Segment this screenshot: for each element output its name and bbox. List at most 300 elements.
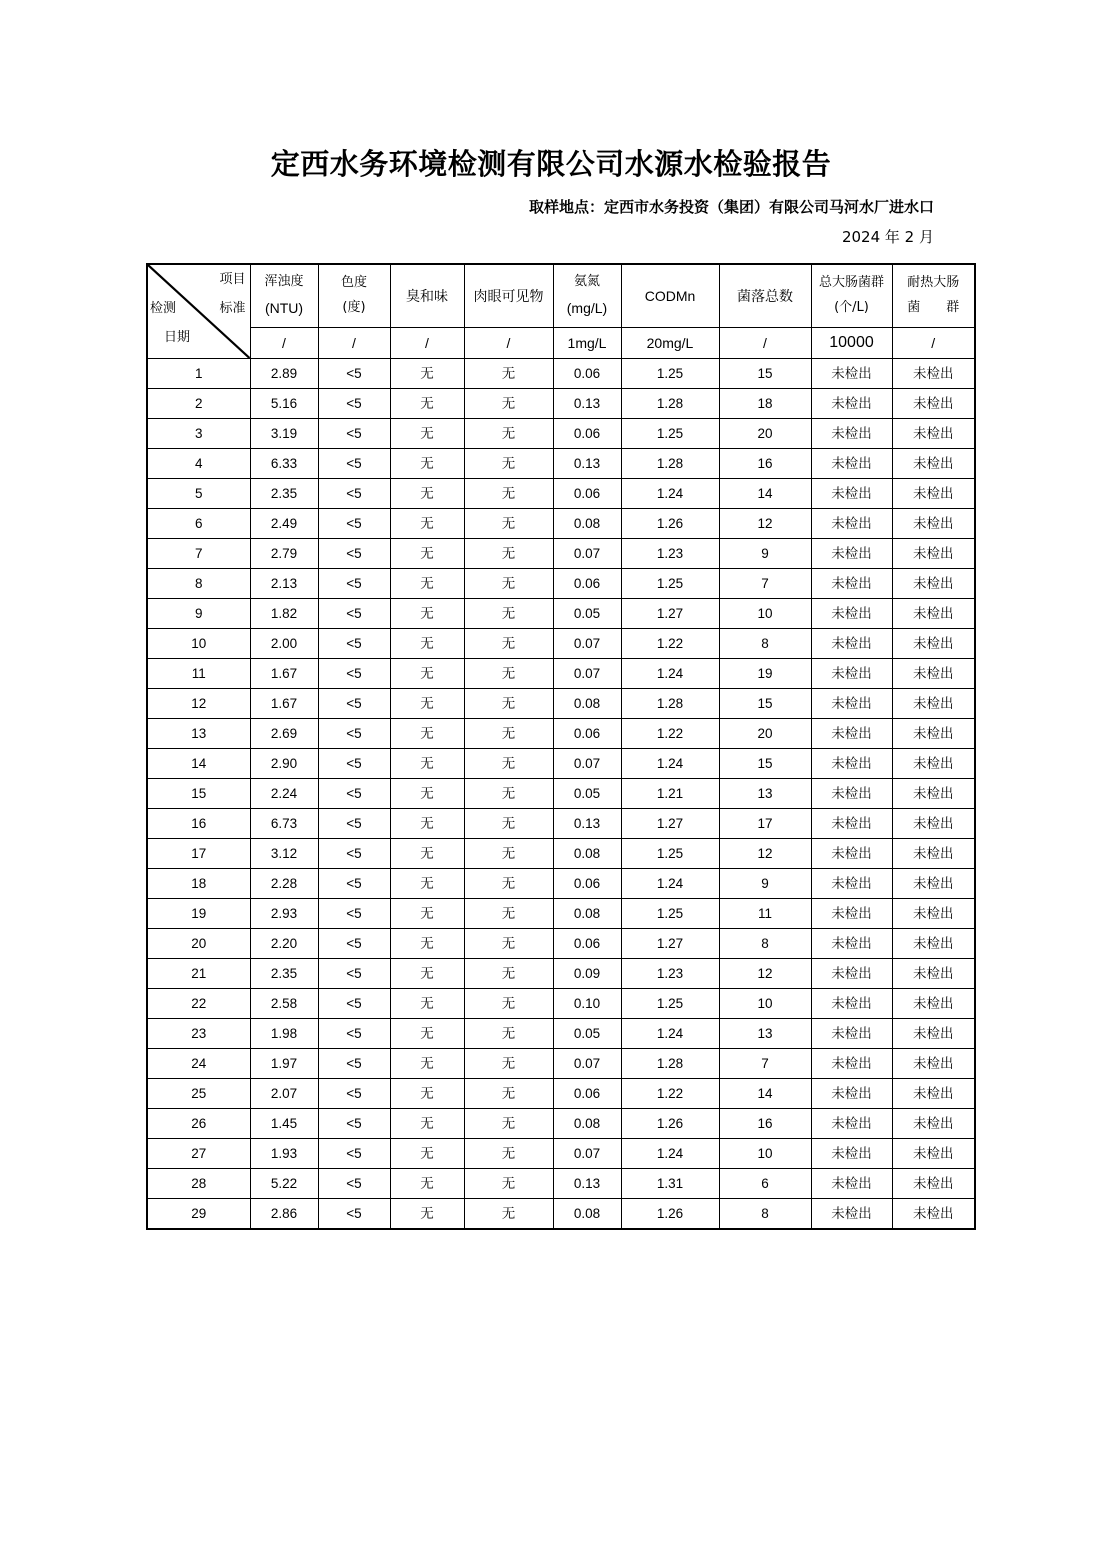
table-row <box>147 1139 975 1169</box>
table-cell: 0.05 <box>553 779 621 809</box>
table-cell: 1.67 <box>250 659 318 689</box>
table-cell: 5.22 <box>250 1169 318 1199</box>
table-cell: 无 <box>390 1109 464 1139</box>
table-row <box>147 719 975 749</box>
header-row <box>147 264 975 328</box>
table-cell: 未检出 <box>892 1199 975 1230</box>
table-cell: 未检出 <box>811 839 892 869</box>
sampling-location: 取样地点：定西市水务投资（集团）有限公司马河水厂进水口 <box>528 198 934 216</box>
table-cell: 0.08 <box>553 689 621 719</box>
table-row <box>147 809 975 839</box>
table-cell: 未检出 <box>811 779 892 809</box>
table-cell: 无 <box>464 1109 553 1139</box>
table-cell: 无 <box>464 899 553 929</box>
table-cell: 0.13 <box>553 449 621 479</box>
table-cell: 7 <box>719 1049 811 1079</box>
table-cell: 1.25 <box>621 989 719 1019</box>
standard-cell: / <box>719 328 811 359</box>
table-cell: 0.07 <box>553 539 621 569</box>
table-cell: 无 <box>464 1079 553 1109</box>
table-cell: <5 <box>318 779 390 809</box>
table-cell: 6.73 <box>250 809 318 839</box>
table-cell: 未检出 <box>811 359 892 389</box>
table-cell: 1.26 <box>621 1109 719 1139</box>
date-cell: 3 <box>147 419 250 449</box>
table-cell: 未检出 <box>811 1109 892 1139</box>
table-row <box>147 869 975 899</box>
date-cell: 25 <box>147 1079 250 1109</box>
date-cell: 10 <box>147 629 250 659</box>
table-cell: 1.25 <box>621 419 719 449</box>
table-cell: 无 <box>390 569 464 599</box>
date-cell: 6 <box>147 509 250 539</box>
table-cell: 2.07 <box>250 1079 318 1109</box>
table-cell: 0.08 <box>553 1199 621 1230</box>
table-row <box>147 1199 975 1230</box>
date-cell: 7 <box>147 539 250 569</box>
table-cell: 无 <box>464 1019 553 1049</box>
date-cell: 17 <box>147 839 250 869</box>
table-cell: 未检出 <box>811 509 892 539</box>
table-cell: <5 <box>318 1169 390 1199</box>
table-row <box>147 389 975 419</box>
table-cell: 16 <box>719 1109 811 1139</box>
standard-cell: / <box>250 328 318 359</box>
table-cell: 未检出 <box>811 869 892 899</box>
corner-label-test: 检测 <box>150 301 177 316</box>
table-cell: 无 <box>464 659 553 689</box>
table-cell: <5 <box>318 1139 390 1169</box>
table-cell: <5 <box>318 809 390 839</box>
table-cell: 未检出 <box>892 389 975 419</box>
table-cell: 未检出 <box>892 599 975 629</box>
table-cell: 未检出 <box>892 509 975 539</box>
report-date: 2024 年 2 月 <box>841 228 934 246</box>
table-cell: 19 <box>719 659 811 689</box>
table-row <box>147 1019 975 1049</box>
table-cell: 无 <box>464 539 553 569</box>
table-cell: 15 <box>719 359 811 389</box>
table-cell: 未检出 <box>892 569 975 599</box>
date-cell: 14 <box>147 749 250 779</box>
standard-cell: / <box>390 328 464 359</box>
table-cell: <5 <box>318 539 390 569</box>
table-cell: 0.13 <box>553 809 621 839</box>
date-cell: 8 <box>147 569 250 599</box>
table-cell: 1.82 <box>250 599 318 629</box>
date-cell: 28 <box>147 1169 250 1199</box>
standards-row <box>147 328 975 359</box>
table-row <box>147 959 975 989</box>
table-cell: 2.58 <box>250 989 318 1019</box>
table-cell: 0.06 <box>553 869 621 899</box>
table-cell: 未检出 <box>811 479 892 509</box>
table-cell: <5 <box>318 989 390 1019</box>
table-cell: 无 <box>390 959 464 989</box>
table-cell: 未检出 <box>811 749 892 779</box>
table-cell: 无 <box>464 1049 553 1079</box>
table-cell: 无 <box>390 449 464 479</box>
date-cell: 12 <box>147 689 250 719</box>
table-cell: 无 <box>464 749 553 779</box>
standard-cell: 20mg/L <box>621 328 719 359</box>
table-cell: <5 <box>318 839 390 869</box>
table-cell: <5 <box>318 1109 390 1139</box>
table-cell: 13 <box>719 779 811 809</box>
table-cell: 10 <box>719 1139 811 1169</box>
table-cell: 1.22 <box>621 629 719 659</box>
standard-cell: / <box>464 328 553 359</box>
table-cell: 未检出 <box>811 449 892 479</box>
table-cell: 0.06 <box>553 1079 621 1109</box>
table-cell: 无 <box>390 539 464 569</box>
table-cell: 未检出 <box>892 359 975 389</box>
header-total-coliform: 总大肠菌群 (个/L) <box>811 264 892 328</box>
table-cell: 无 <box>464 959 553 989</box>
table-cell: 未检出 <box>892 1079 975 1109</box>
table-cell: 1.21 <box>621 779 719 809</box>
table-cell: 无 <box>464 809 553 839</box>
table-cell: 无 <box>464 479 553 509</box>
table-cell: 1.23 <box>621 539 719 569</box>
table-cell: 无 <box>390 1049 464 1079</box>
table-cell: 1.24 <box>621 1019 719 1049</box>
table-cell: 未检出 <box>892 1169 975 1199</box>
table-cell: 1.27 <box>621 929 719 959</box>
table-cell: 0.07 <box>553 749 621 779</box>
table-cell: 13 <box>719 1019 811 1049</box>
table-cell: 未检出 <box>892 1109 975 1139</box>
date-cell: 23 <box>147 1019 250 1049</box>
table-cell: 无 <box>390 1199 464 1230</box>
table-cell: 无 <box>464 509 553 539</box>
table-cell: 无 <box>464 629 553 659</box>
table-cell: 0.06 <box>553 929 621 959</box>
table-cell: 0.06 <box>553 719 621 749</box>
table-cell: 无 <box>464 1169 553 1199</box>
table-cell: 1.22 <box>621 1079 719 1109</box>
table-cell: 1.67 <box>250 689 318 719</box>
table-cell: 未检出 <box>811 629 892 659</box>
table-cell: 无 <box>390 809 464 839</box>
date-cell: 18 <box>147 869 250 899</box>
table-cell: 2.24 <box>250 779 318 809</box>
table-cell: 未检出 <box>811 809 892 839</box>
table-cell: 未检出 <box>811 929 892 959</box>
table-cell: 无 <box>464 1199 553 1230</box>
table-cell: 无 <box>464 569 553 599</box>
table-cell: 6.33 <box>250 449 318 479</box>
date-cell: 19 <box>147 899 250 929</box>
table-cell: <5 <box>318 509 390 539</box>
table-cell: 2.20 <box>250 929 318 959</box>
table-cell: 1.23 <box>621 959 719 989</box>
date-cell: 15 <box>147 779 250 809</box>
header-turbidity: 浑浊度 (NTU) <box>250 264 318 328</box>
table-cell: 未检出 <box>892 659 975 689</box>
table-cell: 未检出 <box>892 929 975 959</box>
table-cell: 未检出 <box>892 1019 975 1049</box>
date-cell: 9 <box>147 599 250 629</box>
table-cell: <5 <box>318 629 390 659</box>
table-cell: 无 <box>464 869 553 899</box>
table-cell: 1.24 <box>621 659 719 689</box>
table-cell: 无 <box>464 929 553 959</box>
table-cell: 1.25 <box>621 899 719 929</box>
table-cell: 2.28 <box>250 869 318 899</box>
date-cell: 4 <box>147 449 250 479</box>
table-cell: 未检出 <box>892 539 975 569</box>
table-cell: 2.13 <box>250 569 318 599</box>
table-cell: 未检出 <box>811 569 892 599</box>
table-cell: <5 <box>318 419 390 449</box>
table-cell: <5 <box>318 359 390 389</box>
table-cell: 14 <box>719 479 811 509</box>
table-cell: 无 <box>390 689 464 719</box>
table-cell: 无 <box>390 839 464 869</box>
table-cell: 2.90 <box>250 749 318 779</box>
table-cell: 无 <box>390 419 464 449</box>
table-cell: 无 <box>464 839 553 869</box>
table-row <box>147 779 975 809</box>
table-cell: 1.28 <box>621 1049 719 1079</box>
table-cell: 1.25 <box>621 839 719 869</box>
table-cell: <5 <box>318 1049 390 1079</box>
table-cell: 无 <box>390 359 464 389</box>
table-cell: 未检出 <box>892 629 975 659</box>
table-cell: 无 <box>464 779 553 809</box>
corner-label-date: 日期 <box>164 330 191 345</box>
table-cell: 1.28 <box>621 449 719 479</box>
table-row <box>147 929 975 959</box>
table-cell: 0.06 <box>553 359 621 389</box>
table-cell: 未检出 <box>892 989 975 1019</box>
table-cell: 0.05 <box>553 599 621 629</box>
table-row <box>147 899 975 929</box>
table-cell: 0.13 <box>553 1169 621 1199</box>
table-cell: <5 <box>318 599 390 629</box>
standard-cell: / <box>892 328 975 359</box>
table-cell: <5 <box>318 389 390 419</box>
header-odor-taste: 臭和味 <box>390 264 464 328</box>
table-cell: 3.19 <box>250 419 318 449</box>
table-cell: 12 <box>719 959 811 989</box>
table-cell: 未检出 <box>811 899 892 929</box>
table-cell: 未检出 <box>892 419 975 449</box>
table-cell: <5 <box>318 929 390 959</box>
table-cell: 无 <box>390 869 464 899</box>
table-row <box>147 359 975 389</box>
table-cell: 0.07 <box>553 1139 621 1169</box>
table-cell: 2.00 <box>250 629 318 659</box>
table-cell: 1.98 <box>250 1019 318 1049</box>
date-cell: 13 <box>147 719 250 749</box>
table-cell: 未检出 <box>811 1139 892 1169</box>
table-cell: <5 <box>318 659 390 689</box>
table-cell: <5 <box>318 1019 390 1049</box>
table-cell: 未检出 <box>892 749 975 779</box>
date-cell: 11 <box>147 659 250 689</box>
table-row <box>147 419 975 449</box>
table-row <box>147 1169 975 1199</box>
table-cell: 1.97 <box>250 1049 318 1079</box>
table-cell: 0.07 <box>553 629 621 659</box>
table-cell: 无 <box>390 749 464 779</box>
table-cell: <5 <box>318 749 390 779</box>
table-cell: 0.06 <box>553 479 621 509</box>
table-cell: 1.24 <box>621 1139 719 1169</box>
standard-cell: 1mg/L <box>553 328 621 359</box>
table-row <box>147 989 975 1019</box>
table-cell: 未检出 <box>811 539 892 569</box>
table-row <box>147 749 975 779</box>
table-row <box>147 1079 975 1109</box>
table-cell: 未检出 <box>892 779 975 809</box>
table-cell: 5.16 <box>250 389 318 419</box>
table-cell: 未检出 <box>811 989 892 1019</box>
table-row <box>147 689 975 719</box>
table-row <box>147 629 975 659</box>
table-cell: 20 <box>719 719 811 749</box>
date-cell: 26 <box>147 1109 250 1139</box>
table-cell: 11 <box>719 899 811 929</box>
date-cell: 29 <box>147 1199 250 1230</box>
table-cell: 1.25 <box>621 569 719 599</box>
table-cell: 无 <box>390 1169 464 1199</box>
table-cell: 未检出 <box>892 479 975 509</box>
table-cell: 无 <box>390 1019 464 1049</box>
table-cell: 无 <box>390 659 464 689</box>
table-cell: 2.35 <box>250 959 318 989</box>
table-cell: 无 <box>390 599 464 629</box>
corner-label-standard: 标准 <box>219 301 246 316</box>
table-cell: 未检出 <box>811 1049 892 1079</box>
table-cell: 0.08 <box>553 899 621 929</box>
table-cell: 无 <box>390 1079 464 1109</box>
table-cell: 未检出 <box>892 839 975 869</box>
table-cell: 10 <box>719 599 811 629</box>
table-cell: 10 <box>719 989 811 1019</box>
table-cell: <5 <box>318 719 390 749</box>
table-cell: 未检出 <box>811 389 892 419</box>
table-cell: <5 <box>318 959 390 989</box>
table-cell: 1.93 <box>250 1139 318 1169</box>
table-cell: 未检出 <box>811 1169 892 1199</box>
table-cell: 20 <box>719 419 811 449</box>
table-cell: 1.45 <box>250 1109 318 1139</box>
table-cell: 1.28 <box>621 689 719 719</box>
table-cell: 未检出 <box>892 809 975 839</box>
table-cell: 2.86 <box>250 1199 318 1230</box>
table-cell: 未检出 <box>811 1019 892 1049</box>
table-row <box>147 1049 975 1079</box>
table-cell: 无 <box>390 899 464 929</box>
table-cell: 15 <box>719 689 811 719</box>
table-row <box>147 479 975 509</box>
corner-label-item: 项目 <box>219 272 246 287</box>
report-title: 定西水务环境检测有限公司水源水检验报告 <box>270 147 832 181</box>
table-cell: 未检出 <box>811 1079 892 1109</box>
date-cell: 5 <box>147 479 250 509</box>
table-cell: 无 <box>464 359 553 389</box>
table-cell: 无 <box>464 389 553 419</box>
table-cell: 1.27 <box>621 809 719 839</box>
table-cell: 未检出 <box>811 419 892 449</box>
header-codmn: CODMn <box>621 264 719 328</box>
table-row <box>147 449 975 479</box>
date-cell: 24 <box>147 1049 250 1079</box>
water-quality-table <box>146 263 976 1230</box>
table-cell: <5 <box>318 569 390 599</box>
table-cell: 无 <box>390 779 464 809</box>
table-cell: 无 <box>464 689 553 719</box>
table-cell: 未检出 <box>892 869 975 899</box>
table-cell: 无 <box>390 1139 464 1169</box>
table-cell: 1.24 <box>621 869 719 899</box>
table-cell: 未检出 <box>811 959 892 989</box>
table-cell: 2.93 <box>250 899 318 929</box>
table-cell: 6 <box>719 1169 811 1199</box>
table-cell: 未检出 <box>811 689 892 719</box>
table-row <box>147 509 975 539</box>
date-cell: 2 <box>147 389 250 419</box>
table-cell: 2.79 <box>250 539 318 569</box>
table-cell: 未检出 <box>811 1199 892 1230</box>
table-cell: 2.69 <box>250 719 318 749</box>
table-cell: <5 <box>318 1079 390 1109</box>
table-cell: 1.31 <box>621 1169 719 1199</box>
table-cell: 1.24 <box>621 479 719 509</box>
header-ammonia: 氨氮 (mg/L) <box>553 264 621 328</box>
table-cell: 未检出 <box>892 689 975 719</box>
table-row <box>147 539 975 569</box>
table-cell: 未检出 <box>811 659 892 689</box>
table-cell: 无 <box>390 719 464 749</box>
table-cell: 无 <box>390 929 464 959</box>
table-cell: <5 <box>318 1199 390 1230</box>
table-cell: 未检出 <box>892 449 975 479</box>
table-cell: 无 <box>464 1139 553 1169</box>
table-cell: 3.12 <box>250 839 318 869</box>
table-cell: 未检出 <box>892 1049 975 1079</box>
table-cell: 无 <box>390 389 464 419</box>
table-cell: 0.13 <box>553 389 621 419</box>
table-cell: 无 <box>390 629 464 659</box>
table-cell: 2.89 <box>250 359 318 389</box>
table-cell: 8 <box>719 929 811 959</box>
header-colony-count: 菌落总数 <box>719 264 811 328</box>
table-cell: 7 <box>719 569 811 599</box>
table-cell: 未检出 <box>811 599 892 629</box>
table-cell: 1.26 <box>621 1199 719 1230</box>
table-cell: <5 <box>318 449 390 479</box>
table-cell: 无 <box>390 989 464 1019</box>
table-row <box>147 569 975 599</box>
table-cell: 12 <box>719 509 811 539</box>
standard-cell: 10000 <box>811 328 892 359</box>
table-cell: 8 <box>719 629 811 659</box>
table-cell: 1.27 <box>621 599 719 629</box>
table-cell: 0.10 <box>553 989 621 1019</box>
table-row <box>147 659 975 689</box>
table-cell: 未检出 <box>892 959 975 989</box>
table-cell: 无 <box>464 989 553 1019</box>
table-cell: 无 <box>390 479 464 509</box>
table-cell: 未检出 <box>892 899 975 929</box>
table-cell: 14 <box>719 1079 811 1109</box>
table-cell: 1.28 <box>621 389 719 419</box>
standard-cell: / <box>318 328 390 359</box>
